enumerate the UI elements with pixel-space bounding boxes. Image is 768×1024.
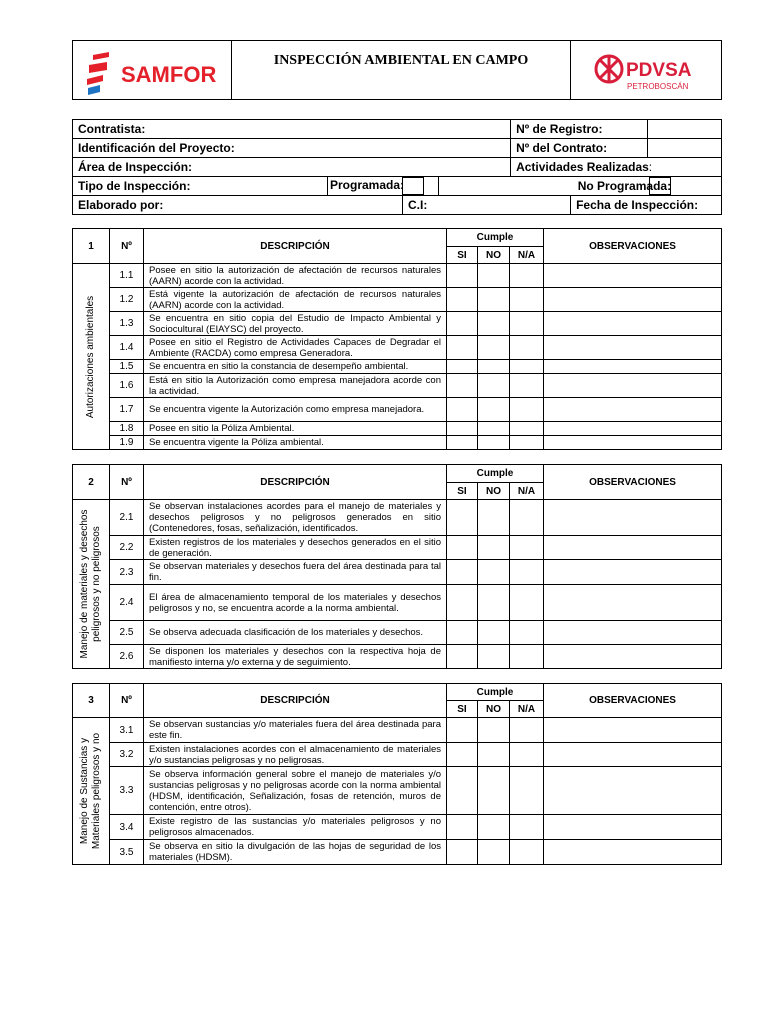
item-description: Se observa información general sobre el manejo de materiales y/o sustancias peligrosas y no peligrosas acorde con la norma ambiental (HDSM, identificación, Señalización, fosas de retención, muros de contención, entre otros). — [144, 767, 447, 815]
item-number: 1.1 — [110, 264, 144, 288]
si-cell[interactable] — [447, 585, 478, 621]
pdvsa-logo-subtext: PETROBOSCÁN — [627, 82, 689, 91]
col-cumple-header: Cumple — [447, 684, 544, 701]
na-cell[interactable] — [510, 536, 544, 560]
na-cell[interactable] — [510, 374, 544, 398]
col-observaciones-header: OBSERVACIONES — [544, 229, 722, 264]
identificacion-field[interactable]: Identificación del Proyecto: — [73, 139, 511, 158]
item-description: Se observan sustancias y/o materiales fuera del área destinada para este fin. — [144, 718, 447, 743]
no-cell[interactable] — [478, 585, 510, 621]
no-cell[interactable] — [478, 360, 510, 374]
item-number: 3.1 — [110, 718, 144, 743]
fecha-field[interactable]: Fecha de Inspección: — [571, 196, 722, 215]
si-cell[interactable] — [447, 840, 478, 865]
no-cell[interactable] — [478, 436, 510, 450]
si-cell[interactable] — [447, 336, 478, 360]
item-number: 1.3 — [110, 312, 144, 336]
na-cell[interactable] — [510, 422, 544, 436]
observaciones-cell[interactable] — [544, 422, 722, 436]
si-cell[interactable] — [447, 288, 478, 312]
si-cell[interactable] — [447, 360, 478, 374]
no-cell[interactable] — [478, 621, 510, 645]
col-n-header: Nº — [110, 465, 144, 500]
no-cell[interactable] — [478, 398, 510, 422]
na-cell[interactable] — [510, 585, 544, 621]
section-number: 3 — [73, 684, 110, 718]
na-cell[interactable] — [510, 743, 544, 767]
col-observaciones-header: OBSERVACIONES — [544, 684, 722, 718]
no-cell[interactable] — [478, 743, 510, 767]
item-description: Se observan materiales y desechos fuera del área destinada para tal fin. — [144, 560, 447, 585]
item-number: 3.3 — [110, 767, 144, 815]
col-no-header: NO — [478, 701, 510, 718]
observaciones-cell[interactable] — [544, 436, 722, 450]
document-header — [72, 40, 722, 100]
no-cell[interactable] — [478, 374, 510, 398]
item-number: 1.9 — [110, 436, 144, 450]
col-na-header: N/A — [510, 701, 544, 718]
no-cell[interactable] — [478, 536, 510, 560]
no-cell[interactable] — [478, 288, 510, 312]
category-label-cell — [73, 264, 110, 450]
elaborado-field[interactable]: Elaborado por: — [73, 196, 403, 215]
col-descripcion-header: DESCRIPCIÓN — [144, 684, 447, 718]
no-programada-label: No Programada: — [577, 179, 672, 193]
no-cell[interactable] — [478, 815, 510, 840]
item-description: Existen registros de los materiales y desechos generados en el sitio de generación. — [144, 536, 447, 560]
na-cell[interactable] — [510, 360, 544, 374]
na-cell[interactable] — [510, 288, 544, 312]
si-cell[interactable] — [447, 264, 478, 288]
no-cell[interactable] — [478, 264, 510, 288]
item-number: 2.4 — [110, 585, 144, 621]
na-cell[interactable] — [510, 645, 544, 669]
observaciones-cell[interactable] — [544, 645, 722, 669]
item-description: Está vigente la autorización de afectación de recursos naturales (AARN) acorde con la actividad. — [144, 288, 447, 312]
document-title: INSPECCIÓN AMBIENTAL EN CAMPO — [273, 53, 529, 68]
category-label-line1: Manejo de materiales y desechos — [79, 509, 90, 659]
item-number: 2.6 — [110, 645, 144, 669]
ci-field[interactable]: C.I: — [403, 196, 571, 215]
checklist-section-3 — [72, 683, 722, 865]
item-description: Posee en sitio el Registro de Actividades Capaces de Degradar el Ambiente (RACDA) como empresa Generadora. — [144, 336, 447, 360]
no-cell[interactable] — [478, 312, 510, 336]
si-cell[interactable] — [447, 645, 478, 669]
item-description: Se observan instalaciones acordes para el manejo de materiales y desechos peligrosos y no peligrosos generados en sitio (Contenedores, fosas, señalización, identificados. — [144, 500, 447, 536]
no-cell[interactable] — [478, 560, 510, 585]
si-cell[interactable] — [447, 560, 478, 585]
col-na-header: N/A — [510, 483, 544, 500]
category-label-line1: Manejo de Sustancias y — [79, 737, 90, 845]
si-cell[interactable] — [447, 436, 478, 450]
observaciones-cell[interactable] — [544, 336, 722, 360]
no-cell[interactable] — [478, 645, 510, 669]
document-title-cell — [232, 41, 571, 100]
observaciones-cell[interactable] — [544, 743, 722, 767]
checklist-section-2 — [72, 464, 722, 669]
item-number: 1.5 — [110, 360, 144, 374]
item-number: 1.2 — [110, 288, 144, 312]
no-cell[interactable] — [478, 336, 510, 360]
pdvsa-logo — [571, 41, 722, 96]
item-description: Posee en sitio la Póliza Ambiental. — [144, 422, 447, 436]
observaciones-cell[interactable] — [544, 374, 722, 398]
observaciones-cell[interactable] — [544, 585, 722, 621]
samfor-logo-cell — [73, 41, 232, 100]
programada-cell — [328, 177, 439, 196]
item-description: Se encuentra vigente la Autorización como empresa manejadora. — [144, 398, 447, 422]
item-number: 2.3 — [110, 560, 144, 585]
item-description: Se disponen los materiales y desechos con la respectiva hoja de manifiesto interna y/o externa y de seguimiento. — [144, 645, 447, 669]
contrato-label: Nº del Contrato: — [511, 139, 648, 158]
col-no-header: NO — [478, 247, 510, 264]
item-description: Se observa adecuada clasificación de los materiales y desechos. — [144, 621, 447, 645]
col-na-header: N/A — [510, 247, 544, 264]
pdvsa-logo-text: PDVSA — [626, 60, 692, 81]
col-si-header: SI — [447, 247, 478, 264]
item-number: 2.2 — [110, 536, 144, 560]
item-number: 1.6 — [110, 374, 144, 398]
inspection-info — [72, 119, 722, 215]
item-number: 3.5 — [110, 840, 144, 865]
contrato-field[interactable] — [648, 139, 722, 158]
item-number: 1.4 — [110, 336, 144, 360]
observaciones-cell[interactable] — [544, 500, 722, 536]
col-n-header: Nº — [110, 229, 144, 264]
item-description: El área de almacenamiento temporal de los materiales y desechos peligrosos y no, se encuentra acorde a la norma ambiental. — [144, 585, 447, 621]
col-si-header: SI — [447, 483, 478, 500]
category-label-cell — [73, 718, 110, 865]
no-programada-cell — [439, 177, 722, 196]
observaciones-cell[interactable] — [544, 264, 722, 288]
category-label: Autorizaciones ambientales — [85, 295, 96, 418]
item-number: 1.7 — [110, 398, 144, 422]
si-cell[interactable] — [447, 621, 478, 645]
category-label-line2: peligrosos y no peligrosos — [91, 526, 102, 642]
no-cell[interactable] — [478, 767, 510, 815]
col-descripcion-header: DESCRIPCIÓN — [144, 229, 447, 264]
programada-label: Programada: — [330, 178, 405, 193]
item-number: 3.4 — [110, 815, 144, 840]
no-cell[interactable] — [478, 422, 510, 436]
no-cell[interactable] — [478, 500, 510, 536]
col-si-header: SI — [447, 701, 478, 718]
observaciones-cell[interactable] — [544, 536, 722, 560]
col-no-header: NO — [478, 483, 510, 500]
si-cell[interactable] — [447, 374, 478, 398]
section-number: 1 — [73, 229, 110, 264]
na-cell[interactable] — [510, 398, 544, 422]
observaciones-cell[interactable] — [544, 312, 722, 336]
na-cell[interactable] — [510, 718, 544, 743]
registro-field[interactable] — [648, 120, 722, 139]
pdvsa-logo-cell — [571, 41, 722, 100]
na-cell[interactable] — [510, 436, 544, 450]
col-cumple-header: Cumple — [447, 465, 544, 483]
na-cell[interactable] — [510, 767, 544, 815]
actividades-label: Actividades Realizadas — [516, 160, 649, 174]
registro-label: Nº de Registro: — [511, 120, 648, 139]
observaciones-cell[interactable] — [544, 621, 722, 645]
observaciones-cell[interactable] — [544, 767, 722, 815]
col-cumple-header: Cumple — [447, 229, 544, 247]
observaciones-cell[interactable] — [544, 718, 722, 743]
item-number: 1.8 — [110, 422, 144, 436]
item-number: 3.2 — [110, 743, 144, 767]
na-cell[interactable] — [510, 621, 544, 645]
item-description: Existen instalaciones acordes con el almacenamiento de materiales y/o sustancias peligrosas y no peligrosas. — [144, 743, 447, 767]
no-cell[interactable] — [478, 718, 510, 743]
na-cell[interactable] — [510, 840, 544, 865]
area-field[interactable]: Área de Inspección: — [73, 158, 511, 177]
actividades-colon: : — [648, 160, 653, 174]
observaciones-cell[interactable] — [544, 398, 722, 422]
si-cell[interactable] — [447, 500, 478, 536]
si-cell[interactable] — [447, 536, 478, 560]
col-descripcion-header: DESCRIPCIÓN — [144, 465, 447, 500]
programada-checkbox[interactable] — [402, 177, 424, 195]
item-description: Se encuentra en sitio copia del Estudio de Impacto Ambiental y Sociocultural (EIAYSC) del proyecto. — [144, 312, 447, 336]
si-cell[interactable] — [447, 767, 478, 815]
si-cell[interactable] — [447, 312, 478, 336]
section-number: 2 — [73, 465, 110, 500]
tipo-label: Tipo de Inspección: — [73, 177, 328, 196]
na-cell[interactable] — [510, 336, 544, 360]
observaciones-cell[interactable] — [544, 360, 722, 374]
col-n-header: Nº — [110, 684, 144, 718]
si-cell[interactable] — [447, 398, 478, 422]
item-description: Se encuentra en sitio la constancia de desempeño ambiental. — [144, 360, 447, 374]
item-description: Posee en sitio la autorización de afectación de recursos naturales (AARN) acorde con la actividad. — [144, 264, 447, 288]
item-description: Se observa en sitio la divulgación de las hojas de seguridad de los materiales (HDSM). — [144, 840, 447, 865]
col-observaciones-header: OBSERVACIONES — [544, 465, 722, 500]
si-cell[interactable] — [447, 815, 478, 840]
si-cell[interactable] — [447, 743, 478, 767]
na-cell[interactable] — [510, 815, 544, 840]
samfor-logo — [73, 41, 232, 96]
item-description: Está en sitio la Autorización como empresa manejadora acorde con la actividad. — [144, 374, 447, 398]
samfor-logo-text: SAMFOR — [121, 62, 217, 87]
observaciones-cell[interactable] — [544, 560, 722, 585]
na-cell[interactable] — [510, 312, 544, 336]
na-cell[interactable] — [510, 500, 544, 536]
item-description: Existe registro de las sustancias y/o materiales peligrosos y no peligrosos almacenados. — [144, 815, 447, 840]
category-label-line2: Materiales peligrosos y no — [91, 732, 102, 850]
item-number: 2.5 — [110, 621, 144, 645]
observaciones-cell[interactable] — [544, 288, 722, 312]
item-description: Se encuentra vigente la Póliza ambiental. — [144, 436, 447, 450]
observaciones-cell[interactable] — [544, 815, 722, 840]
si-cell[interactable] — [447, 718, 478, 743]
item-number: 2.1 — [110, 500, 144, 536]
na-cell[interactable] — [510, 560, 544, 585]
contratista-field[interactable]: Contratista: — [73, 120, 511, 139]
category-label-cell — [73, 500, 110, 669]
no-programada-checkbox[interactable] — [649, 177, 671, 195]
na-cell[interactable] — [510, 264, 544, 288]
no-cell[interactable] — [478, 840, 510, 865]
actividades-field[interactable] — [511, 158, 722, 177]
si-cell[interactable] — [447, 422, 478, 436]
checklist-section-1 — [72, 228, 722, 450]
observaciones-cell[interactable] — [544, 840, 722, 865]
